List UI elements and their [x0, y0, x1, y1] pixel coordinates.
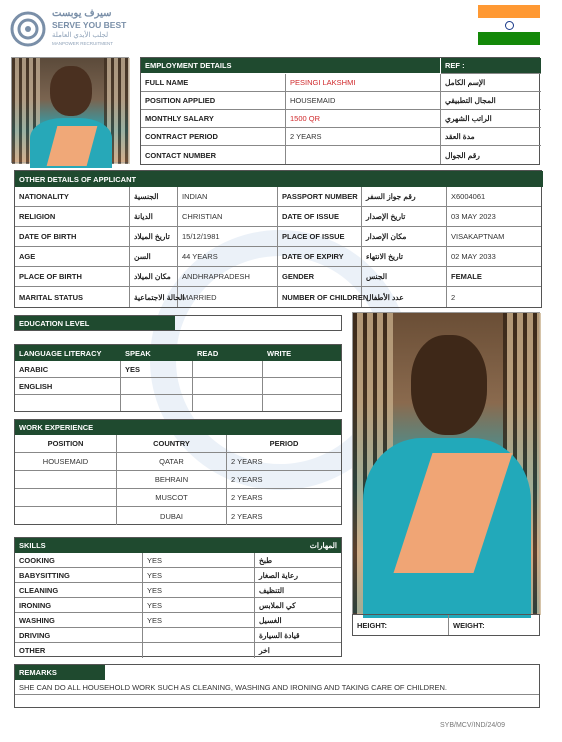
other-a1-row-2: تاريخ الميلاد — [130, 227, 178, 247]
other-v2-row-5: 2 — [451, 292, 456, 302]
country-column-header: COUNTRY — [117, 435, 227, 453]
blank-write — [263, 395, 341, 411]
applicant-photo-large — [352, 312, 540, 614]
logo-sub-arabic: لجلب الأيدي العاملة — [52, 32, 109, 39]
other-l1-row-3: AGE — [15, 247, 130, 267]
contract-period-label: CONTRACT PERIOD — [141, 128, 286, 146]
period-column-header: PERIOD — [227, 435, 341, 453]
other-v2-row-3: 02 MAY 2033 — [447, 247, 541, 267]
work-row-1-col-0 — [15, 471, 117, 489]
skill-3-v: YES — [143, 598, 255, 613]
work-row-1-col-2: 2 YEARS — [227, 471, 341, 489]
skill-6-ar: اخر — [259, 646, 270, 655]
other-details-table — [14, 170, 542, 308]
position-applied-value: HOUSEMAID — [286, 92, 441, 110]
skill-3-en: IRONING — [15, 598, 143, 613]
english-read — [193, 378, 263, 395]
contact-number-label: CONTACT NUMBER — [141, 146, 286, 164]
skill-2-en: CLEANING — [15, 583, 143, 598]
contract-period-value: 2 YEARS — [286, 128, 441, 146]
skill-1-ar: رعاية الصغار — [255, 568, 341, 583]
full-name-value: PESINGI LAKSHMI — [286, 74, 441, 92]
other-v2-row-4: FEMALE — [447, 267, 541, 287]
other-details-header: OTHER DETAILS OF APPLICANT — [15, 171, 543, 187]
logo-sub-english: MANPOWER RECRUITMENT — [52, 41, 113, 46]
blank-speak — [121, 395, 193, 411]
work-row-3-col-1: DUBAI — [117, 507, 227, 525]
skills-header: SKILLS — [15, 538, 341, 553]
other-l2-row-1: DATE OF ISSUE — [278, 207, 362, 227]
skill-2-ar: التنظيف — [255, 583, 341, 598]
full-name-arabic: الإسم الكامل — [441, 74, 541, 92]
arabic-read — [193, 361, 263, 378]
employment-details-header: EMPLOYMENT DETAILS — [141, 58, 441, 74]
skill-6-v — [143, 643, 255, 658]
other-v1-row-3: 44 YEARS — [178, 247, 278, 267]
logo-english: SERVE YOU BEST — [52, 20, 127, 30]
work-row-0-col-0: HOUSEMAID — [15, 453, 117, 471]
skill-4-v: YES — [143, 613, 255, 628]
other-l2-row-2: PLACE OF ISSUE — [278, 227, 362, 247]
skill-1-v: YES — [143, 568, 255, 583]
other-l2-row-5: NUMBER OF CHILDREN — [278, 287, 362, 307]
other-a1-row-5: الحالة الاجتماعية — [130, 287, 178, 307]
read-header: READ — [193, 345, 263, 361]
skills-header-arabic: المهارات — [309, 541, 337, 550]
contract-period-arabic: مدة العقد — [441, 128, 541, 146]
skill-0-v: YES — [143, 553, 255, 568]
other-a1-row-1: الديانة — [130, 207, 178, 227]
skill-5-en: DRIVING — [15, 628, 143, 643]
company-logo — [10, 8, 150, 50]
logo-emblem-icon — [10, 11, 46, 47]
other-v2-row-2: VISAKAPTNAM — [447, 227, 541, 247]
language-arabic: ARABIC — [15, 361, 121, 378]
skills-table — [14, 537, 342, 657]
monthly-salary-label: MONTHLY SALARY — [141, 110, 286, 128]
other-a2-row-2: مكان الإصدار — [362, 227, 447, 247]
language-blank — [15, 395, 121, 411]
remarks-table — [14, 664, 540, 708]
education-level-header: EDUCATION LEVEL — [15, 316, 175, 330]
skill-0-en: COOKING — [15, 553, 143, 568]
skill-4-ar: الغسيل — [255, 613, 341, 628]
position-column-header: POSITION — [15, 435, 117, 453]
work-row-3-col-2: 2 YEARS — [231, 511, 263, 521]
arabic-write — [263, 361, 341, 378]
work-row-3-col-0 — [15, 507, 117, 525]
skill-6-en: OTHER — [15, 643, 143, 658]
other-v2-row-0: X6004061 — [447, 187, 541, 207]
remarks-text: SHE CAN DO ALL HOUSEHOLD WORK SUCH AS CLEANING, WASHING AND IRONING AND TAKING CARE OF CHILDREN. — [15, 680, 539, 695]
education-level-value — [175, 316, 341, 330]
work-row-2-col-2: 2 YEARS — [227, 489, 341, 507]
speak-header: SPEAK — [121, 345, 193, 361]
position-applied-arabic: المجال التطبيقي — [441, 92, 541, 110]
other-l1-row-2: DATE OF BIRTH — [15, 227, 130, 247]
physical-table — [352, 614, 540, 636]
monthly-salary-arabic: الراتب الشهري — [441, 110, 541, 128]
contact-number-arabic: رقم الجوال — [445, 150, 480, 160]
other-v2-row-1: 03 MAY 2023 — [447, 207, 541, 227]
work-row-2-col-1: MUSCOT — [117, 489, 227, 507]
other-v1-row-1: CHRISTIAN — [178, 207, 278, 227]
work-experience-header: WORK EXPERIENCE — [15, 420, 341, 435]
ref-label: REF : — [441, 58, 541, 74]
applicant-photo-small — [11, 57, 129, 163]
language-table — [14, 344, 342, 412]
logo-arabic: سيرف يوبست — [52, 8, 112, 19]
language-english: ENGLISH — [15, 378, 121, 395]
work-row-0-col-2: 2 YEARS — [227, 453, 341, 471]
language-literacy-header: LANGUAGE LITERACY — [15, 345, 121, 361]
other-a1-row-4: مكان الميلاد — [130, 267, 178, 287]
work-row-0-col-1: QATAR — [117, 453, 227, 471]
education-table — [14, 315, 342, 331]
skill-0-ar: طبخ — [255, 553, 341, 568]
skill-2-v: YES — [143, 583, 255, 598]
english-write — [263, 378, 341, 395]
other-l1-row-1: RELIGION — [15, 207, 130, 227]
other-a1-row-0: الجنسية — [130, 187, 178, 207]
other-a2-row-1: تاريخ الإصدار — [362, 207, 447, 227]
position-applied-label: POSITION APPLIED — [141, 92, 286, 110]
other-l2-row-0: PASSPORT NUMBER — [278, 187, 362, 207]
other-l2-row-4: GENDER — [278, 267, 362, 287]
skill-5-ar: قيادة السيارة — [255, 628, 341, 643]
work-row-1-col-1: BEHRAIN — [117, 471, 227, 489]
other-a1-row-3: السن — [130, 247, 178, 267]
work-row-2-col-0 — [15, 489, 117, 507]
other-v1-row-2: 15/12/1981 — [178, 227, 278, 247]
skill-5-v — [143, 628, 255, 643]
height-label: HEIGHT: — [353, 615, 449, 635]
other-a2-row-3: تاريخ الانتهاء — [362, 247, 447, 267]
skill-3-ar: كي الملابس — [255, 598, 341, 613]
other-l1-row-4: PLACE OF BIRTH — [15, 267, 130, 287]
other-l1-row-0: NATIONALITY — [15, 187, 130, 207]
skill-1-en: BABYSITTING — [15, 568, 143, 583]
footer-code: SYB/MCV/IND/24/09 — [440, 722, 505, 729]
employment-details-table — [140, 57, 540, 165]
skill-4-en: WASHING — [15, 613, 143, 628]
full-name-label: FULL NAME — [141, 74, 286, 92]
other-a2-row-4: الجنس — [362, 267, 447, 287]
other-l1-row-5: MARITAL STATUS — [15, 287, 130, 307]
arabic-speak: YES — [121, 361, 193, 378]
weight-label: WEIGHT: — [453, 620, 485, 630]
write-header: WRITE — [263, 345, 341, 361]
other-v1-row-4: ANDHRAPRADESH — [178, 267, 278, 287]
remarks-header: REMARKS — [15, 665, 105, 680]
work-experience-table — [14, 419, 342, 525]
other-v1-row-5: MARRIED — [178, 287, 278, 307]
other-a2-row-0: رقم جواز السفر — [362, 187, 447, 207]
contact-number-value — [286, 146, 441, 164]
other-l2-row-3: DATE OF EXPIRY — [278, 247, 362, 267]
india-flag-icon — [478, 5, 540, 45]
other-a2-row-5: عدد الأطفال — [362, 287, 447, 307]
blank-read — [193, 395, 263, 411]
other-v1-row-0: INDIAN — [178, 187, 278, 207]
monthly-salary-value: 1500 QR — [286, 110, 441, 128]
english-speak — [121, 378, 193, 395]
